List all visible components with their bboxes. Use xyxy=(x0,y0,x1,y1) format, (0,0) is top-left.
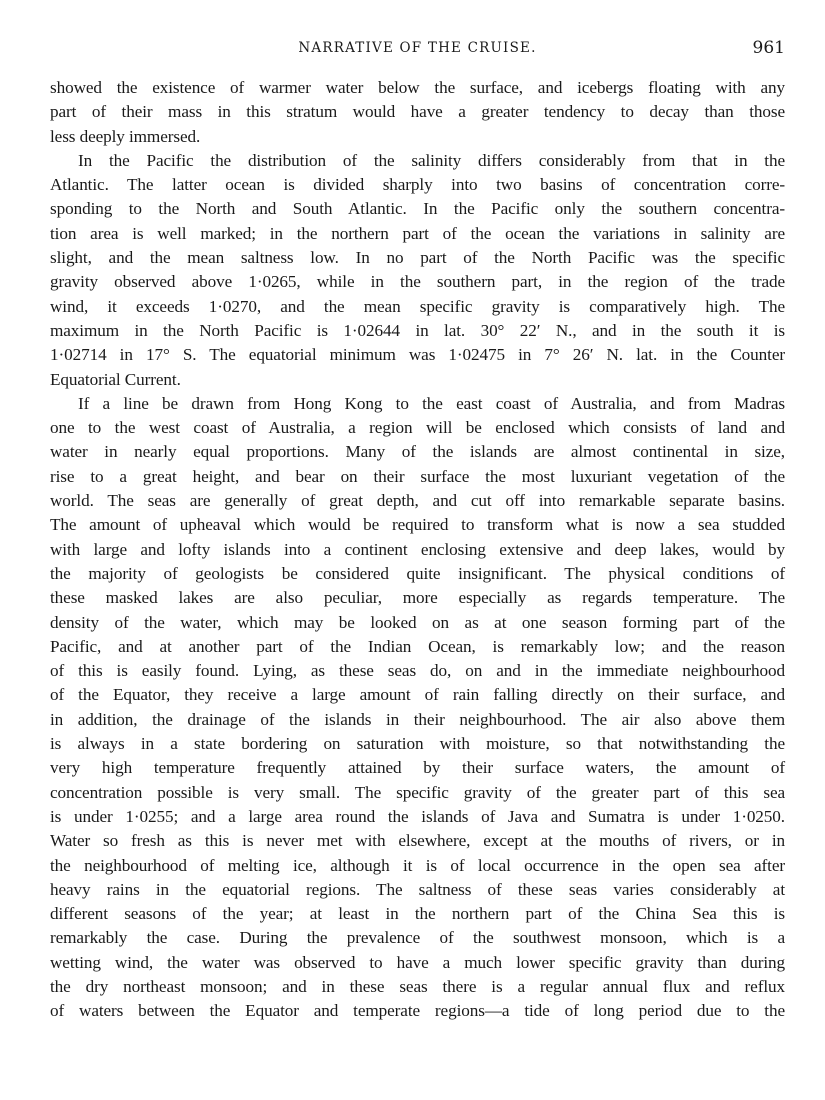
text-line: is under 1·0255; and a large area round the islands of Java and Sumatra is under 1·0250. xyxy=(50,806,785,826)
text-line: one to the west coast of Australia, a region will be enclosed which consists of land and xyxy=(50,418,785,438)
text-line: of the Equator, they receive a large amount of rain falling directly on their surface, and xyxy=(50,685,785,705)
text-line: density of the water, which may be looked on as at one season forming part of the xyxy=(50,612,785,632)
text-line: slight, and the mean saltness low. In no part of the North Pacific was the specific xyxy=(50,248,785,268)
text-line: less deeply immersed. xyxy=(50,126,201,146)
text-line: The amount of upheaval which would be required to transform what is now a sea studded xyxy=(50,515,785,535)
text-line: remarkably the case. During the prevalence of the southwest monsoon, which is a xyxy=(50,928,785,948)
text-line: these masked lakes are also peculiar, more especially as regards temperature. The xyxy=(50,588,785,608)
text-line: Equatorial Current. xyxy=(50,369,181,389)
text-line: If a line be drawn from Hong Kong to the east coast of Australia, and from Madras xyxy=(78,393,785,413)
text-line: world. The seas are generally of great depth, and cut off into remarkable separate basins. xyxy=(50,491,785,511)
text-line: in addition, the drainage of the islands in their neighbourhood. The air also above them xyxy=(50,709,785,729)
text-line: very high temperature frequently attained by their surface waters, the amount of xyxy=(50,758,785,778)
paragraph-3 xyxy=(50,392,785,1024)
text-line: maximum in the North Pacific is 1·02644 in lat. 30° 22′ N., and in the south it is xyxy=(50,320,785,340)
body-text xyxy=(50,76,785,1024)
text-line: the neighbourhood of melting ice, although it is of local occurrence in the open sea after xyxy=(50,855,785,875)
text-line: Atlantic. The latter ocean is divided sharply into two basins of concentration corre- xyxy=(50,175,785,195)
text-line: Water so fresh as this is never met with elsewhere, except at the mouths of rivers, or in xyxy=(50,831,785,851)
text-line: heavy rains in the equatorial regions. The saltness of these seas varies considerably at xyxy=(50,879,785,899)
text-line: 1·02714 in 17° S. The equatorial minimum was 1·02475 in 7° 26′ N. lat. in the Counter xyxy=(50,345,785,365)
text-line: the majority of geologists be considered quite insignificant. The physical conditions of xyxy=(50,563,785,583)
text-line: tion area is well marked; in the northern part of the ocean the variations in salinity are xyxy=(50,223,785,243)
text-line: showed the existence of warmer water below the surface, and icebergs floating with any xyxy=(50,78,785,97)
text-line: Pacific, and at another part of the Indian Ocean, is remarkably low; and the reason xyxy=(50,636,785,656)
page-number: 961 xyxy=(752,38,785,58)
text-line: with large and lofty islands into a continent enclosing extensive and deep lakes, would by xyxy=(50,539,785,559)
paragraph-2 xyxy=(50,149,785,392)
text-line: water in nearly equal proportions. Many of the islands are almost continental in size, xyxy=(50,442,785,462)
text-line: wind, it exceeds 1·0270, and the mean specific gravity is comparatively high. The xyxy=(50,296,785,316)
running-title: NARRATIVE OF THE CRUISE. xyxy=(298,40,537,56)
text-line: rise to a great height, and bear on their surface the most luxuriant vegetation of the xyxy=(50,466,785,486)
text-line: part of their mass in this stratum would have a greater tendency to decay than those xyxy=(50,102,785,122)
running-header xyxy=(50,36,785,58)
text-line: different seasons of the year; at least in the northern part of the China Sea this is xyxy=(50,904,785,924)
text-line: gravity observed above 1·0265, while in the southern part, in the region of the trade xyxy=(50,272,785,292)
text-line: sponding to the North and South Atlantic. In the Pacific only the southern concentra- xyxy=(50,199,785,219)
text-line: the dry northeast monsoon; and in these seas there is a regular annual flux and reflux xyxy=(50,976,785,996)
paragraph-1 xyxy=(50,76,785,149)
text-line: of waters between the Equator and temperate regions—a tide of long period due to the xyxy=(50,1001,785,1021)
text-line: of this is easily found. Lying, as these seas do, on and in the immediate neighbourhood xyxy=(50,661,785,681)
text-line: wetting wind, the water was observed to have a much lower specific gravity than during xyxy=(50,952,785,972)
text-line: In the Pacific the distribution of the salinity differs considerably from that in the xyxy=(78,150,785,170)
text-line: is always in a state bordering on saturation with moisture, so that notwithstanding the xyxy=(50,734,785,754)
text-line: concentration possible is very small. The specific gravity of the greater part of this sea xyxy=(50,782,785,802)
